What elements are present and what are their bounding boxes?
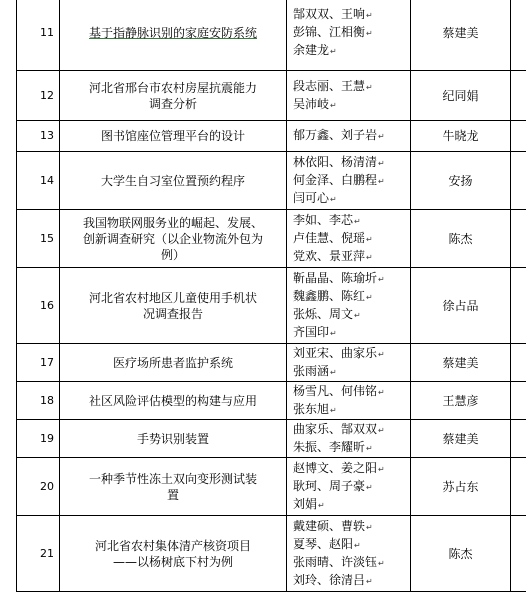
member-line: 朱振、李耀昕 <box>293 440 365 454</box>
table-row <box>17 458 526 516</box>
return-mark-icon: ↵ <box>330 101 337 110</box>
project-title-line: 河北省邢台市农村房屋抗震能力 <box>66 80 280 96</box>
member-line: 何金泽、白鹏程 <box>293 173 377 187</box>
project-title-cell <box>60 152 287 210</box>
advisor-cell <box>411 420 511 458</box>
member-line: 吴沛岐 <box>293 97 329 111</box>
table-row <box>17 121 526 152</box>
empty-cell <box>511 458 526 516</box>
advisor-cell <box>411 344 511 382</box>
member-line: 刘玲、徐清吕 <box>293 573 365 587</box>
return-mark-icon: ↵ <box>366 523 373 532</box>
advisor-cell <box>411 0 511 71</box>
members-cell <box>287 458 411 516</box>
advisor-name: 苏占东 <box>442 480 478 494</box>
return-mark-icon: ↵ <box>366 577 373 586</box>
project-title-line: 创新调查研究（以企业物流外包为 <box>66 231 280 247</box>
row-number: 20 <box>17 458 60 516</box>
advisor-name: 陈杰 <box>448 232 472 246</box>
return-mark-icon: ↵ <box>378 350 385 359</box>
advisor-name: 蔡建美 <box>442 26 478 40</box>
members-cell <box>287 382 411 420</box>
table-row <box>17 0 526 71</box>
advisor-cell <box>411 121 511 152</box>
advisor-cell <box>411 458 511 516</box>
project-title-line: 河北省农村集体清产核资项目 <box>66 538 280 554</box>
members-cell <box>287 71 411 121</box>
project-title-cell <box>60 344 287 382</box>
empty-cell <box>511 516 526 592</box>
member-line: 戴建硕、曹轶 <box>293 519 365 533</box>
member-line: 段志丽、王慧 <box>293 79 365 93</box>
return-mark-icon: ↵ <box>378 275 385 284</box>
member-line: 夏琴、赵阳 <box>293 537 353 551</box>
row-number: 18 <box>17 382 60 420</box>
empty-cell <box>511 210 526 268</box>
table-row <box>17 344 526 382</box>
return-mark-icon: ↵ <box>354 311 361 320</box>
empty-cell <box>511 344 526 382</box>
members-cell <box>287 344 411 382</box>
project-title-line: 手势识别装置 <box>66 431 280 447</box>
members-cell <box>287 121 411 152</box>
return-mark-icon: ↵ <box>366 293 373 302</box>
member-line: 魏鑫鹏、陈红 <box>293 289 365 303</box>
member-line: 靳晶晶、陈瑜圻 <box>293 271 377 285</box>
row-number: 13 <box>17 121 60 152</box>
row-number: 17 <box>17 344 60 382</box>
advisor-name: 安扬 <box>448 174 472 188</box>
member-line: 齐国印 <box>293 325 329 339</box>
return-mark-icon: ↵ <box>366 235 373 244</box>
project-title-line: 河北省农村地区儿童使用手机状 <box>66 290 280 306</box>
row-number: 12 <box>17 71 60 121</box>
empty-cell <box>511 121 526 152</box>
member-line: 刘亚宋、曲家乐 <box>293 346 377 360</box>
return-mark-icon: ↵ <box>378 388 385 397</box>
project-title-line: 医疗场所患者监护系统 <box>66 355 280 371</box>
empty-cell <box>511 420 526 458</box>
project-title-cell <box>60 420 287 458</box>
advisor-cell <box>411 152 511 210</box>
project-title-line: 例） <box>66 247 280 263</box>
member-line: 彭锦、江相衡 <box>293 25 365 39</box>
empty-cell <box>511 382 526 420</box>
project-title-line: 基于指静脉识别的家庭安防系统 <box>66 25 280 41</box>
member-line: 曲家乐、郜双双 <box>293 422 377 436</box>
project-title-cell <box>60 121 287 152</box>
member-line: 林依阳、杨清清 <box>293 155 377 169</box>
members-cell <box>287 210 411 268</box>
return-mark-icon: ↵ <box>366 29 373 38</box>
return-mark-icon: ↵ <box>330 406 337 415</box>
members-cell <box>287 268 411 344</box>
advisor-cell <box>411 382 511 420</box>
project-title-cell <box>60 71 287 121</box>
table-row <box>17 420 526 458</box>
row-number: 16 <box>17 268 60 344</box>
row-number: 21 <box>17 516 60 592</box>
return-mark-icon: ↵ <box>318 501 325 510</box>
project-title-line: 况调查报告 <box>66 306 280 322</box>
members-cell <box>287 152 411 210</box>
member-line: 党欢、景亚萍 <box>293 249 365 263</box>
member-line: 郜双双、王响 <box>293 7 365 21</box>
member-line: 张雨涵 <box>293 364 329 378</box>
advisor-name: 陈杰 <box>448 547 472 561</box>
table-row <box>17 516 526 592</box>
table-row <box>17 71 526 121</box>
row-number: 11 <box>17 0 60 71</box>
member-line: 张雨晴、许淡钰 <box>293 555 377 569</box>
return-mark-icon: ↵ <box>366 483 373 492</box>
project-title-cell <box>60 516 287 592</box>
members-cell <box>287 0 411 71</box>
advisor-name: 徐占品 <box>442 299 478 313</box>
advisor-cell <box>411 268 511 344</box>
return-mark-icon: ↵ <box>330 47 337 56</box>
member-line: 杨雪凡、何伟铭 <box>293 384 377 398</box>
advisor-cell <box>411 71 511 121</box>
return-mark-icon: ↵ <box>366 83 373 92</box>
return-mark-icon: ↵ <box>330 195 337 204</box>
table-row <box>17 268 526 344</box>
member-line: 张东旭 <box>293 402 329 416</box>
member-line: 耿珂、周子豪 <box>293 479 365 493</box>
empty-cell <box>511 268 526 344</box>
return-mark-icon: ↵ <box>378 177 385 186</box>
row-number: 19 <box>17 420 60 458</box>
return-mark-icon: ↵ <box>378 465 385 474</box>
advisor-name: 蔡建美 <box>442 432 478 446</box>
project-title-line: 大学生自习室位置预约程序 <box>66 173 280 189</box>
project-table <box>16 0 526 592</box>
member-line: 赵博文、姜之阳 <box>293 461 377 475</box>
members-cell <box>287 420 411 458</box>
project-title-line: 置 <box>66 487 280 503</box>
advisor-name: 王慧彦 <box>442 394 478 408</box>
project-title-line: 一种季节性冻土双向变形测试装 <box>66 471 280 487</box>
project-title-line: 调查分析 <box>66 96 280 112</box>
advisor-cell <box>411 516 511 592</box>
return-mark-icon: ↵ <box>330 368 337 377</box>
return-mark-icon: ↵ <box>366 253 373 262</box>
return-mark-icon: ↵ <box>378 159 385 168</box>
empty-cell <box>511 152 526 210</box>
project-title-line: 社区风险评估模型的构建与应用 <box>66 393 280 409</box>
project-title-cell <box>60 382 287 420</box>
return-mark-icon: ↵ <box>354 541 361 550</box>
row-number: 15 <box>17 210 60 268</box>
project-title-line: 图书馆座位管理平台的设计 <box>66 128 280 144</box>
advisor-name: 蔡建美 <box>442 356 478 370</box>
advisor-name: 纪同娟 <box>442 89 478 103</box>
return-mark-icon: ↵ <box>378 559 385 568</box>
advisor-name: 牛晓龙 <box>442 129 478 143</box>
project-title-cell <box>60 210 287 268</box>
project-title-cell <box>60 268 287 344</box>
empty-cell <box>511 71 526 121</box>
return-mark-icon: ↵ <box>330 329 337 338</box>
return-mark-icon: ↵ <box>366 444 373 453</box>
return-mark-icon: ↵ <box>354 217 361 226</box>
row-number: 14 <box>17 152 60 210</box>
return-mark-icon: ↵ <box>378 426 385 435</box>
member-line: 闫可心 <box>293 191 329 205</box>
member-line: 郁万鑫、刘子岩 <box>293 128 377 142</box>
project-title-line: 我国物联网服务业的崛起、发展、 <box>66 215 280 231</box>
advisor-cell <box>411 210 511 268</box>
member-line: 张烁、周文 <box>293 307 353 321</box>
member-line: 卢佳慧、倪瑶 <box>293 231 365 245</box>
member-line: 刘娟 <box>293 497 317 511</box>
member-line: 李如、李芯 <box>293 213 353 227</box>
table-row <box>17 152 526 210</box>
empty-cell <box>511 0 526 71</box>
member-line: 余建龙 <box>293 43 329 57</box>
table-row <box>17 382 526 420</box>
table-row <box>17 210 526 268</box>
project-title-cell <box>60 0 287 71</box>
return-mark-icon: ↵ <box>366 11 373 20</box>
project-title-line: ——以杨树底下村为例 <box>66 554 280 570</box>
project-table-body <box>17 0 526 592</box>
return-mark-icon: ↵ <box>378 132 385 141</box>
members-cell <box>287 516 411 592</box>
project-title-cell <box>60 458 287 516</box>
